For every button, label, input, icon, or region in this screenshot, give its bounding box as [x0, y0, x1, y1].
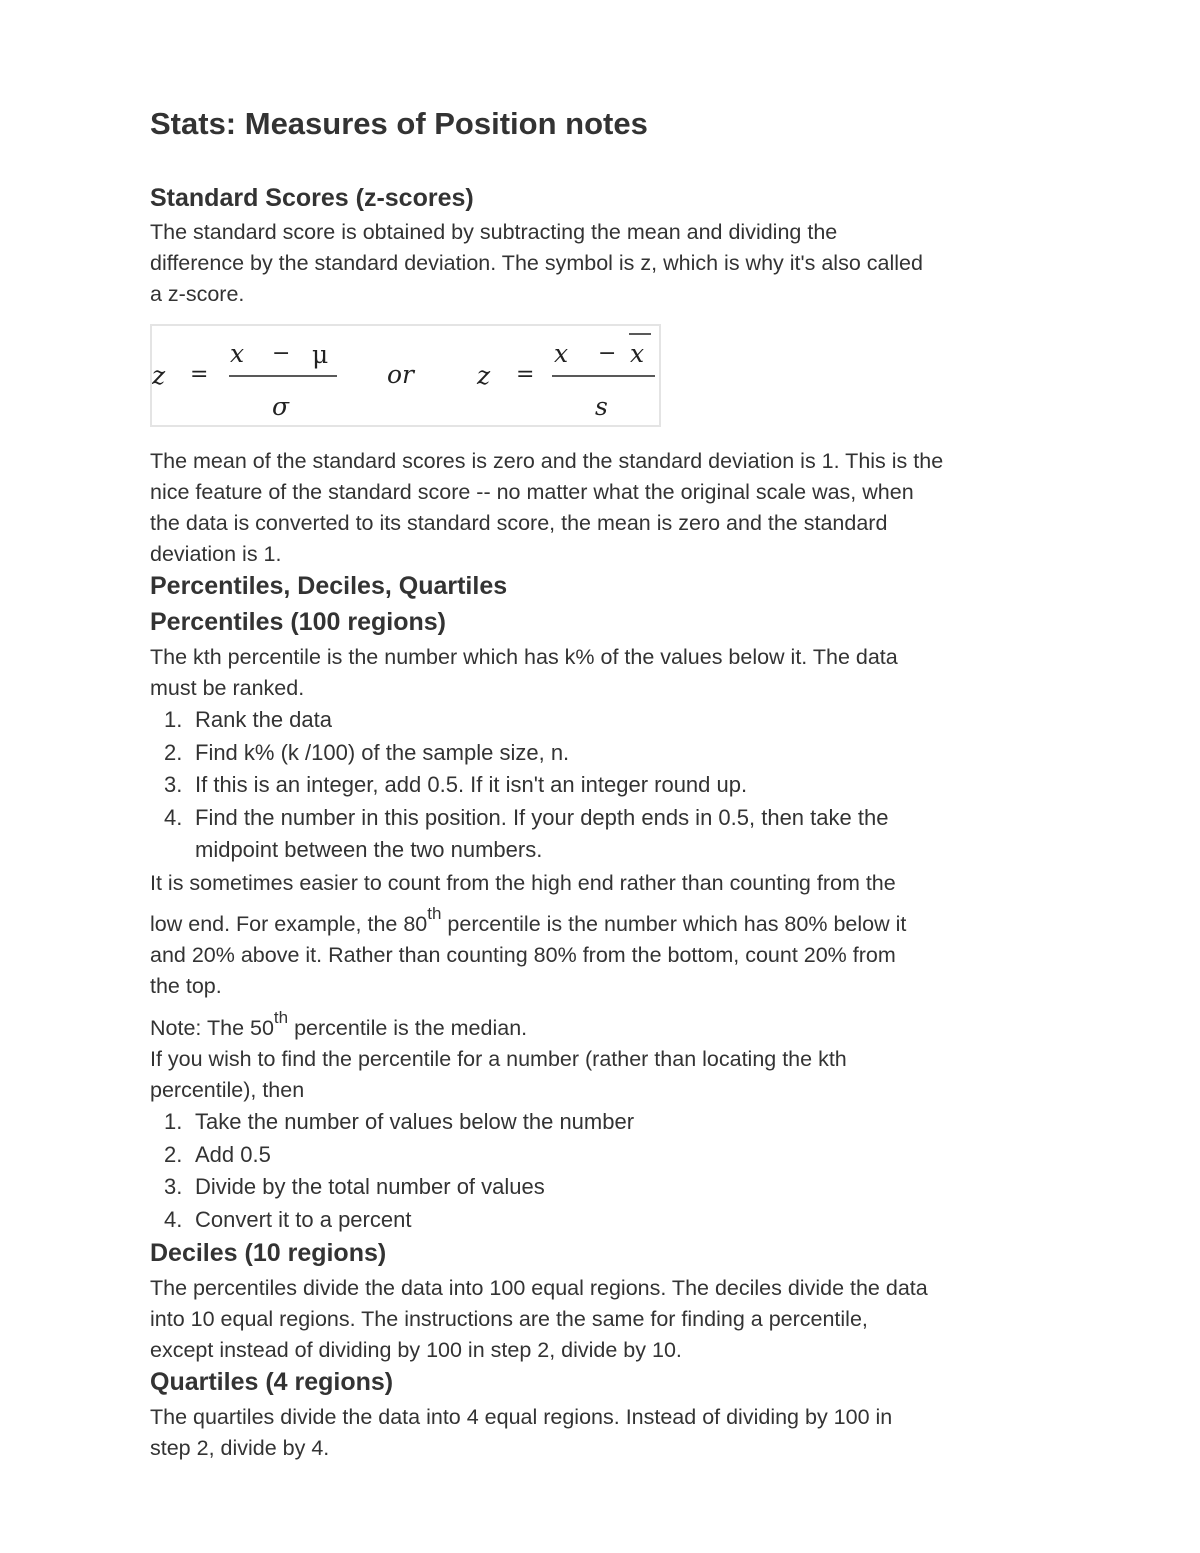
list-text: Convert it to a percent [195, 1206, 412, 1232]
list-text: Find k% (k /100) of the sample size, n. [195, 739, 570, 765]
text-line: percentile), then [150, 1078, 305, 1102]
quartiles-paragraph [150, 1402, 1060, 1464]
list-number: 2. [164, 1141, 183, 1167]
list-item [150, 802, 888, 867]
text-line: difference by the standard deviation. The symbol is z, which is why it's also called [150, 251, 923, 275]
formula-x-left: x [230, 339, 245, 368]
list-number: 4. [164, 1206, 183, 1232]
formula-x-right: x [554, 339, 569, 368]
text-line: The kth percentile is the number which has k% of the values below it. The data [150, 645, 898, 669]
superscript: th [273, 1007, 289, 1027]
text-segment: percentile is the median. [288, 1016, 528, 1040]
text-segment: low end. For example, the 80 [150, 912, 428, 936]
list-item [150, 769, 888, 802]
list-text: Find the number in this position. If your depth ends in 0.5, then take the [195, 804, 889, 830]
list-number: 4. [164, 804, 183, 830]
list-text: Add 0.5 [195, 1141, 271, 1167]
text-line: except instead of dividing by 100 in step 2, divide by 10. [150, 1338, 682, 1362]
text-line: nice feature of the standard score -- no matter what the original scale was, when [150, 480, 914, 504]
count-from-high-end-paragraph [150, 868, 1060, 1002]
text-segment: percentile is the number which has 80% below it [441, 912, 907, 936]
text-line [150, 1007, 1060, 1044]
deciles-paragraph [150, 1273, 1060, 1366]
text-line: If you wish to find the percentile for a number (rather than locating the kth [150, 1047, 847, 1071]
formula-s: s [595, 392, 608, 421]
section-heading-quartiles: Quartiles (4 regions) [150, 1368, 394, 1396]
formula-sigma: σ [272, 392, 290, 421]
text-line: It is sometimes easier to count from the high end rather than counting from the [150, 871, 896, 895]
formula-z-left: z [152, 361, 166, 390]
section-heading-standard-scores: Standard Scores (z-scores) [150, 184, 474, 212]
formula-minus-left: − [272, 341, 291, 366]
text-line: into 10 equal regions. The instructions are the same for finding a percentile, [150, 1307, 868, 1331]
list-item [150, 1204, 634, 1237]
list-number: 3. [164, 772, 183, 797]
median-note [150, 1007, 1060, 1106]
list-item [150, 1139, 634, 1172]
list-text: Divide by the total number of values [195, 1174, 545, 1199]
percentile-steps-list [150, 704, 888, 867]
superscript: th [427, 903, 442, 923]
list-number: 3. [164, 1174, 183, 1199]
list-text: Take the number of values below the number [195, 1109, 635, 1134]
list-item [150, 1171, 634, 1204]
formula-equals-right: = [516, 362, 535, 387]
list-number: 1. [164, 1109, 183, 1134]
list-item [150, 704, 888, 737]
text-line: deviation is 1. [150, 542, 282, 566]
section-heading-percentiles: Percentiles (100 regions) [150, 608, 446, 636]
z-score-formula [150, 324, 661, 427]
text-line: The quartiles divide the data into 4 equal regions. Instead of dividing by 100 in [150, 1405, 893, 1429]
text-line: The mean of the standard scores is zero and the standard deviation is 1. This is the [150, 449, 944, 473]
text-line: must be ranked. [150, 676, 305, 700]
formula-minus-right: − [598, 341, 617, 366]
text-line: The standard score is obtained by subtracting the mean and dividing the [150, 220, 838, 244]
list-item [150, 1106, 634, 1139]
list-text: Rank the data [195, 707, 332, 732]
text-line: the data is converted to its standard score, the mean is zero and the standard [150, 511, 888, 535]
text-line: step 2, divide by 4. [150, 1436, 330, 1460]
formula-z-right: z [477, 361, 491, 390]
formula-xbar: x [630, 339, 645, 368]
formula-mu: μ [312, 340, 329, 369]
text-line: The percentiles divide the data into 100 equal regions. The deciles divide the data [150, 1276, 928, 1300]
list-number: 1. [164, 707, 183, 732]
text-line [150, 903, 1060, 940]
formula-equals-left: = [190, 362, 209, 387]
list-item [150, 737, 888, 770]
section-heading-pdq: Percentiles, Deciles, Quartiles [150, 572, 508, 600]
section-heading-deciles: Deciles (10 regions) [150, 1239, 387, 1267]
list-text: If this is an integer, add 0.5. If it isn't an integer round up. [195, 772, 748, 797]
text-line: a z-score. [150, 282, 245, 306]
percentiles-intro [150, 642, 1060, 704]
list-text: midpoint between the two numbers. [195, 837, 543, 862]
formula-or: or [387, 360, 415, 389]
page-title: Stats: Measures of Position notes [150, 106, 648, 141]
list-number: 2. [164, 739, 183, 765]
percentile-of-number-steps-list [150, 1106, 634, 1236]
text-line: and 20% above it. Rather than counting 80% from the bottom, count 20% from [150, 943, 896, 967]
standard-scores-explanation [150, 446, 1060, 570]
text-segment: Note: The 50 [150, 1016, 274, 1040]
text-line: the top. [150, 974, 222, 998]
standard-scores-intro [150, 217, 1060, 310]
